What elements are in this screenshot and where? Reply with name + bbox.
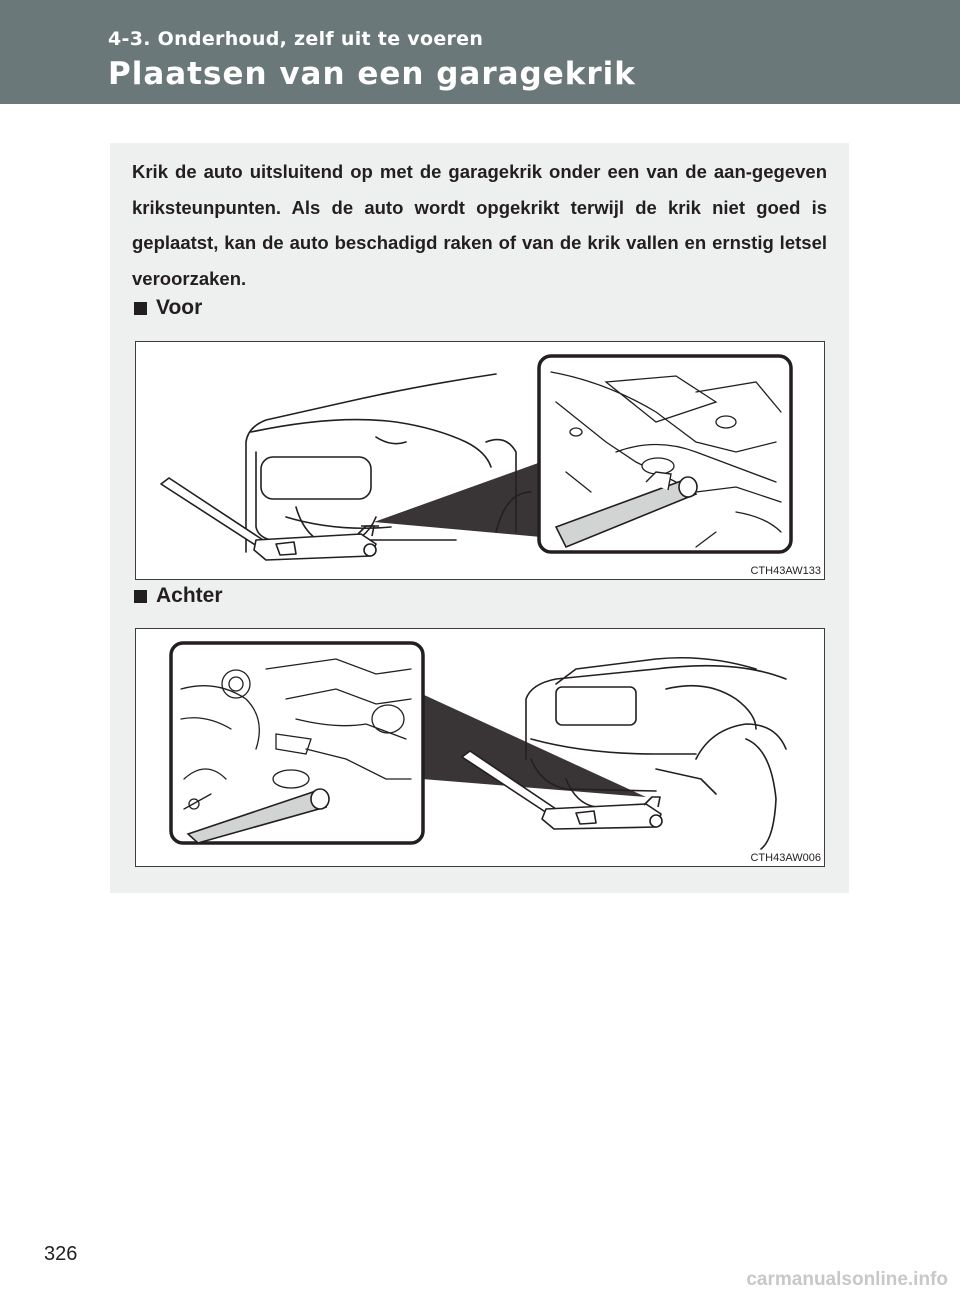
page-number: 326 — [44, 1243, 78, 1265]
page-header — [0, 0, 960, 104]
front-figure-code: CTH43AW133 — [750, 565, 821, 577]
page-title: Plaatsen van een garagekrik — [108, 56, 636, 92]
bullet-square-icon — [134, 302, 147, 315]
intro-paragraph: Krik de auto uitsluitend op met de garagekrik onder een van de aan-gegeven kriksteunpunten. Als de auto wordt opgekrikt terwijl de krik niet goed is geplaatst, kan de auto beschadigd raken of van de krik vallen en ernstig letsel veroorzaken. — [132, 161, 827, 289]
front-heading — [134, 296, 202, 320]
rear-jack-illustration — [136, 629, 824, 866]
front-jack-figure — [135, 341, 825, 580]
rear-figure-code: CTH43AW006 — [750, 852, 821, 864]
bullet-square-icon — [134, 590, 147, 603]
rear-heading — [134, 584, 223, 608]
footer-watermark: carmanualsonline.info — [746, 1269, 948, 1290]
front-jack-illustration — [136, 342, 824, 579]
rear-heading-label: Achter — [156, 584, 223, 607]
front-heading-label: Voor — [156, 296, 203, 319]
section-label: 4-3. Onderhoud, zelf uit te voeren — [108, 28, 484, 50]
rear-jack-figure — [135, 628, 825, 867]
